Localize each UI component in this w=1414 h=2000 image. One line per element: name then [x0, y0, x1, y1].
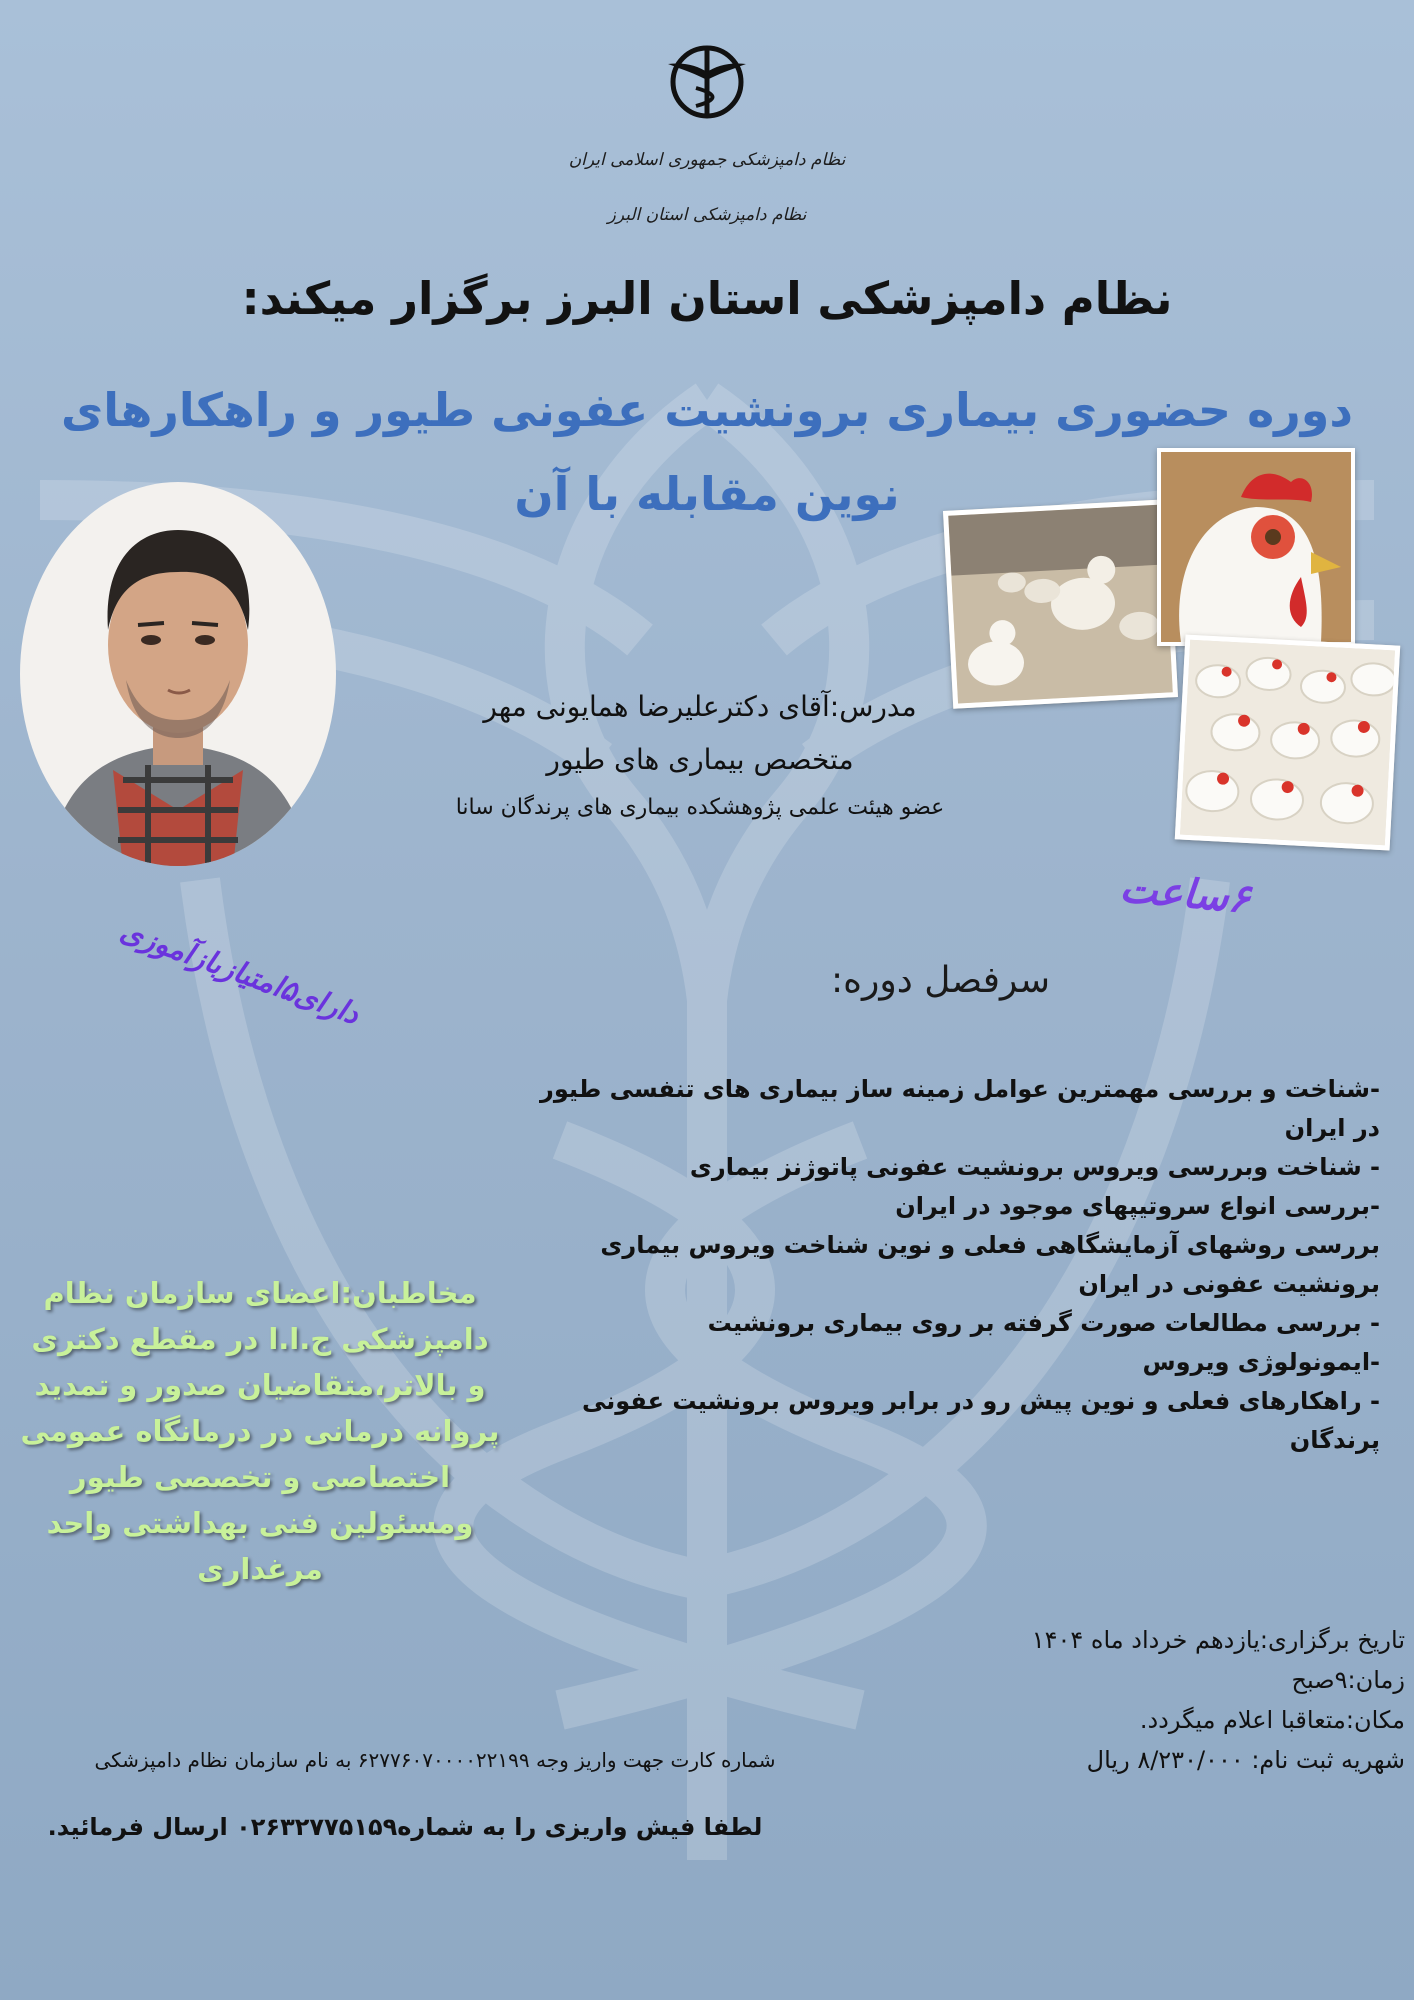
course-hours-note: ۶ساعت: [1118, 864, 1252, 923]
rooster-photo: [1157, 448, 1355, 646]
vet-organization-logo: [660, 40, 754, 120]
registration-fee: شهریه ثبت نام: ۸/۲۳۰/۰۰۰ ریال: [1086, 1746, 1405, 1774]
syllabus-list: [520, 1070, 1380, 1460]
event-place: مکان:متعاقبا اعلام میگردد.: [1139, 1706, 1405, 1734]
syllabus-item: بررسی روشهای آزمایشگاهی فعلی و نوین شناخت ویروس بیماری برونشیت عفونی در ایران: [600, 1231, 1380, 1298]
syllabus-item: -ایمونولوژی ویروس: [1142, 1348, 1380, 1376]
target-audience: مخاطبان:اعضای سازمان نظام دامپزشکی ج.ا.ا در مقطع دکتری و بالاتر،متقاضیان صدور و تمدید پروانه درمانی در درمانگاه عمومی اختصاصی و تخصصی طیور ومسئولین فنی بهداشتی واحد مرغداری: [20, 1276, 500, 1586]
instructor-portrait: [18, 480, 338, 868]
course-title: دوره حضوری بیماری برونشیت عفونی طیور و راهکارهای نوین مقابله با آن: [61, 383, 1353, 521]
event-details: [930, 1620, 1405, 1780]
poultry-farm-photo: [943, 499, 1178, 709]
event-date: تاریخ برگزاری:یازدهم خرداد ماه ۱۴۰۴: [1031, 1626, 1405, 1654]
syllabus-item: - راهکارهای فعلی و نوین پیش رو در برابر ویروس برونشیت عفونی پرندگان: [581, 1387, 1380, 1454]
instructor-name: مدرس:آقای دکترعلیرضا همایونی مهر: [483, 690, 917, 723]
org-province-name: نظام دامپزشکی استان البرز: [607, 205, 807, 225]
syllabus-heading: سرفصل دوره:: [831, 960, 1050, 1001]
chicken-flock-photo: [1175, 635, 1400, 851]
page-headline: نظام دامپزشکی استان البرز برگزار میکند:: [241, 272, 1173, 325]
event-time: زمان:۹صبح: [1291, 1666, 1405, 1694]
instructor-specialty: متخصص بیماری های طیور: [546, 743, 854, 776]
syllabus-item: -بررسی انواع سروتیپهای موجود در ایران: [895, 1192, 1380, 1220]
credit-points-note: دارای۵امتیازبازآموزی: [116, 913, 364, 1031]
payment-receipt-instruction: لطفا فیش واریزی را به شماره۰۲۶۳۲۷۷۵۱۵۹ ارسال فرمائید.: [47, 1813, 763, 1841]
syllabus-item: - بررسی مطالعات صورت گرفته بر روی بیماری برونشیت: [707, 1309, 1380, 1337]
instructor-affiliation: عضو هیئت علمی پژوهشکده بیماری های پرندگان سانا: [455, 795, 945, 820]
payment-card-info: شماره کارت جهت واریز وجه ۶۲۷۷۶۰۷۰۰۰۰۲۲۱۹۹ به نام سازمان نظام دامپزشکی: [94, 1748, 776, 1772]
org-national-name: نظام دامپزشکی جمهوری اسلامی ایران: [568, 150, 846, 170]
syllabus-item: - شناخت وبررسی ویروس برونشیت عفونی پاتوژنز بیماری: [689, 1153, 1380, 1181]
syllabus-item: -شناخت و بررسی مهمترین عوامل زمینه ساز بیماری های تنفسی طیور در ایران: [540, 1075, 1380, 1142]
